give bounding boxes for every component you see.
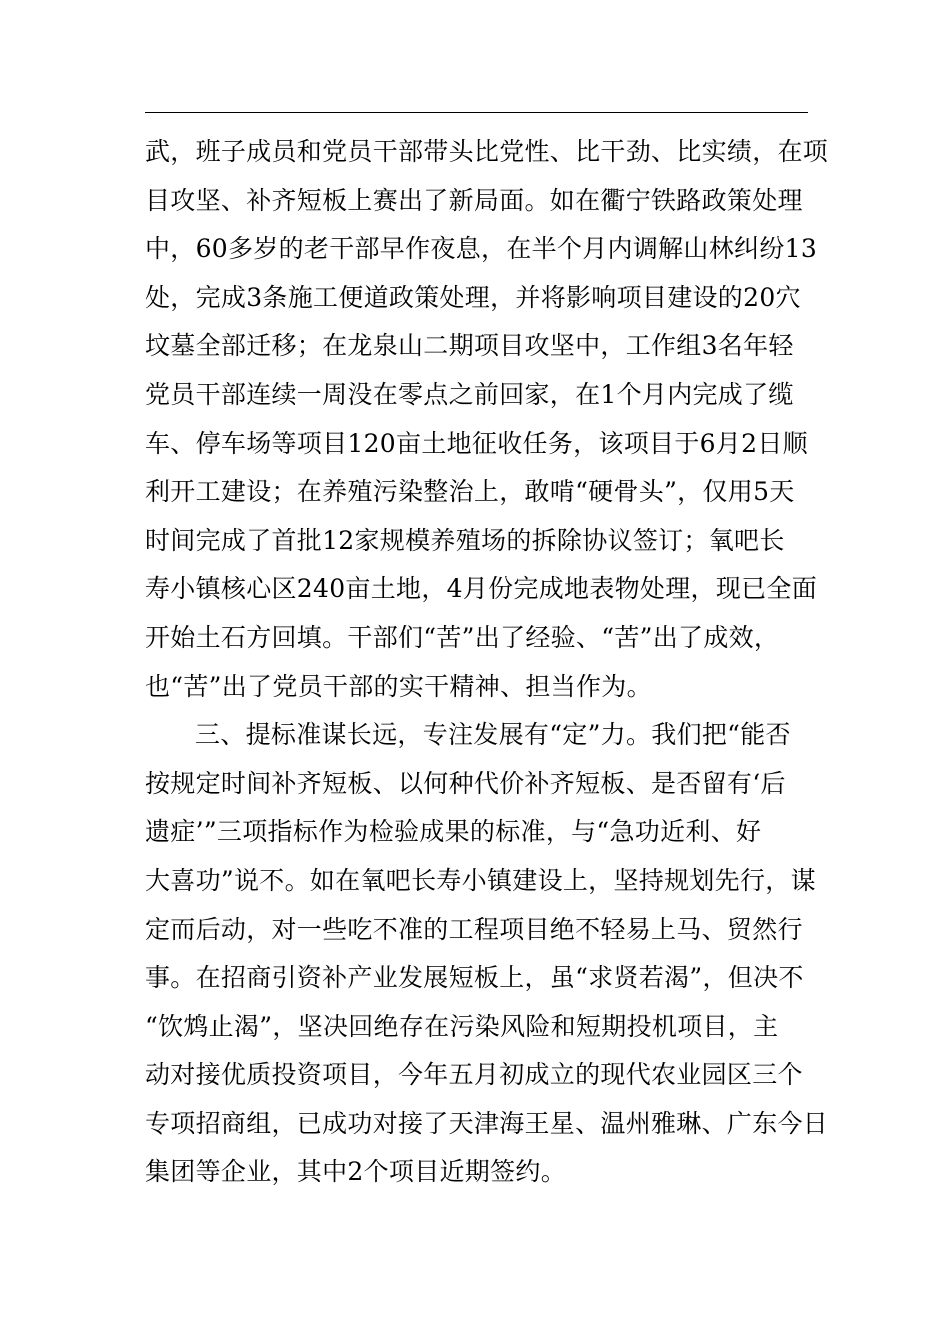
- body-text: [145, 128, 829, 1197]
- text-line: 坟墓全部迁移；在龙泉山二期项目攻坚中，工作组3名年轻: [145, 331, 794, 361]
- text-line: 按规定时间补齐短板、以何种代价补齐短板、是否留有‘后: [145, 768, 786, 798]
- section-heading-line: 三、提标准谋长远，专注发展有“定”力。我们把“能否: [195, 720, 791, 750]
- text-line: 时间完成了首批12家规模养殖场的拆除协议签订；氧吧长: [145, 525, 785, 555]
- text-line: 车、停车场等项目120亩土地征收任务，该项目于6月2日顺: [145, 428, 808, 458]
- text-line: 事。在招商引资补产业发展短板上，虽“求贤若渴”，但决不: [145, 963, 804, 993]
- text-line: 遗症’”三项指标作为检验成果的标准，与“急功近利、好: [145, 817, 762, 847]
- text-line: 动对接优质投资项目，今年五月初成立的现代农业园区三个: [145, 1060, 803, 1090]
- text-line: “饮鸩止渴”，坚决回绝存在污染风险和短期投机项目，主: [145, 1011, 779, 1041]
- text-line: 武，班子成员和党员干部带头比党性、比干劲、比实绩，在项: [145, 137, 829, 166]
- text-line: 寿小镇核心区240亩土地，4月份完成地表物处理，现已全面: [145, 574, 818, 604]
- text-line: 中，60多岁的老干部早作夜息，在半个月内调解山林纠纷13: [145, 234, 818, 264]
- text-line: 大喜功”说不。如在氧吧长寿小镇建设上，坚持规划先行，谋: [145, 865, 816, 895]
- text-line: 也“苦”出了党员干部的实干精神、担当作为。: [145, 671, 652, 701]
- text-line: 开始土石方回填。干部们“苦”出了经验、“苦”出了成效，: [145, 622, 780, 652]
- text-line: 处，完成3条施工便道政策处理，并将影响项目建设的20穴: [145, 282, 801, 312]
- header-rule: [145, 112, 808, 113]
- text-line: 目攻坚、补齐短板上赛出了新局面。如在衢宁铁路政策处理: [145, 185, 803, 215]
- text-line: 党员干部连续一周没在零点之前回家，在1个月内完成了缆: [145, 379, 794, 409]
- text-line: 集团等企业，其中2个项目近期签约。: [145, 1157, 567, 1187]
- text-line: 专项招商组，已成功对接了天津海王星、温州雅琳、广东今日: [145, 1108, 829, 1138]
- text-line: 定而后动，对一些吃不准的工程项目绝不轻易上马、贸然行: [145, 914, 803, 944]
- text-line: 利开工建设；在养殖污染整治上，敢啃“硬骨头”，仅用5天: [145, 477, 795, 507]
